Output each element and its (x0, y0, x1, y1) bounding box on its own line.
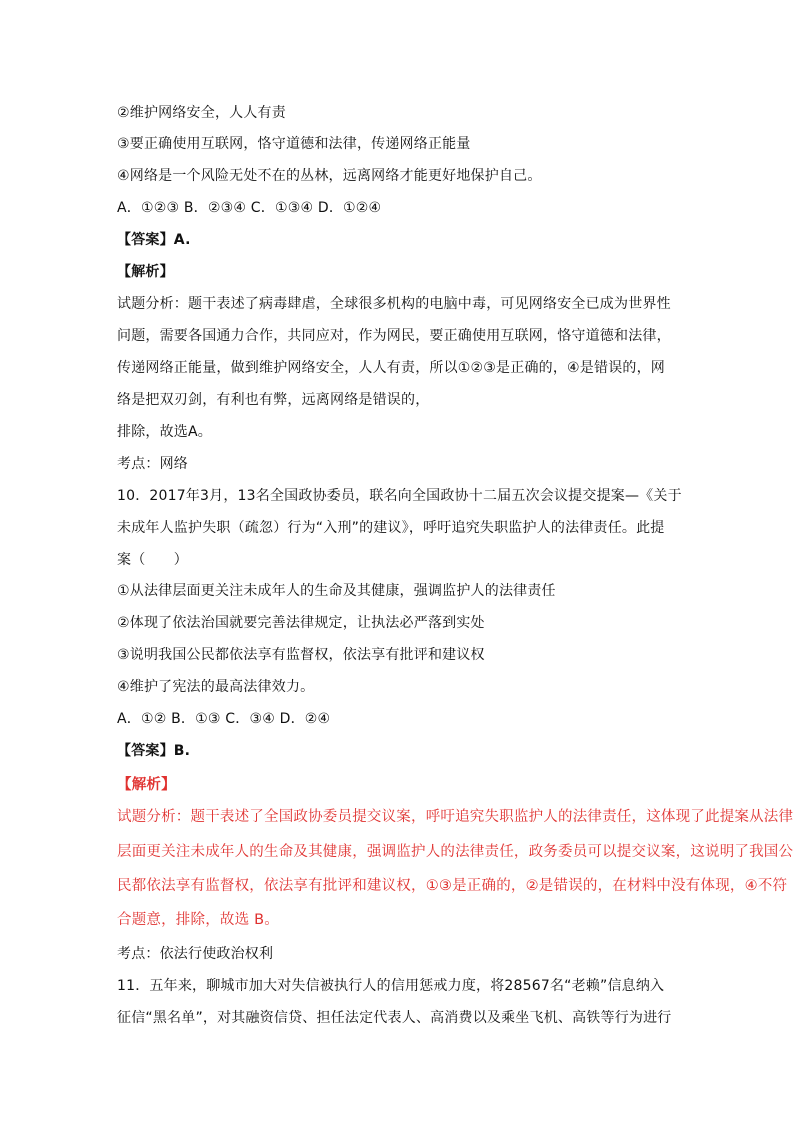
q9-analysis-line-4: 络是把双刃剑，有利也有弊，远离网络是错误的， (117, 392, 430, 408)
q9-analysis-line-2: 问题，需要各国通力合作，共同应对，作为网民，要正确使用互联网，恪守道德和法律， (117, 328, 671, 344)
q10-topic: 考点：依法行使政治权利 (117, 946, 274, 962)
q10-option-2: ②体现了依法治国就要完善法律规定，让执法必严落到实处 (117, 615, 485, 631)
q9-option-4: ④网络是一个风险无处不在的丛林，远离网络才能更好地保护自己。 (117, 168, 542, 184)
q11-stem-line-2: 征信“黑名单”，对其融资信贷、担任法定代表人、高消费以及乘坐飞机、高铁等行为进行 (117, 1010, 672, 1026)
q10-stem-line-3: 案（ ） (117, 552, 188, 568)
q9-option-3: ③要正确使用互联网，恪守道德和法律，传递网络正能量 (117, 136, 471, 152)
q9-analysis-heading: 【解析】 (117, 264, 174, 280)
q10-analysis-heading: 【解析】 (117, 777, 176, 793)
q10-stem-line-2: 未成年人监护失职（疏忽）行为“入刑”的建议》，呼吁追究失职监护人的法律责任。此提 (117, 520, 665, 536)
q10-option-3: ③说明我国公民都依法享有监督权，依法享有批评和建议权 (117, 647, 485, 663)
q9-topic: 考点：网络 (117, 456, 188, 472)
q9-analysis-line-3: 传递网络正能量，做到维护网络安全，人人有责，所以①②③是正确的，④是错误的，网 (117, 360, 666, 376)
q10-stem-line-1: 10．2017年3月，13名全国政协委员，联名向全国政协十二届五次会议提交提案—《关于 (117, 488, 682, 504)
q10-choices: A．①② B．①③ C．③④ D．②④ (117, 711, 331, 727)
q9-option-2: ②维护网络安全，人人有责 (117, 105, 286, 121)
q10-analysis-line-2: 层面更关注未成年人的生命及其健康，强调监护人的法律责任，政务委员可以提交议案，这说明了我国公 (117, 844, 794, 860)
q10-option-1: ①从法律层面更关注未成年人的生命及其健康，强调监护人的法律责任 (117, 583, 556, 599)
q9-analysis-line-5: 排除，故选A。 (117, 424, 212, 440)
q10-option-4: ④维护了宪法的最高法律效力。 (117, 679, 315, 695)
q10-analysis-line-3: 民都依法享有监督权，依法享有批评和建议权，①③是正确的，②是错误的，在材料中没有体现，④不符 (117, 878, 788, 894)
q10-analysis-line-1: 试题分析：题干表述了全国政协委员提交议案，呼吁追究失职监护人的法律责任，这体现了此提案从法律 (117, 809, 794, 825)
q10-analysis-line-4: 合题意，排除，故选 B。 (117, 912, 279, 928)
q9-analysis-line-1: 试题分析：题干表述了病毒肆虐，全球很多机构的电脑中毒，可见网络安全已成为世界性 (117, 296, 671, 312)
q9-answer: 【答案】A. (117, 232, 191, 248)
q9-choices: A．①②③ B．②③④ C．①③④ D．①②④ (117, 200, 382, 216)
q11-stem-line-1: 11．五年来，聊城市加大对失信被执行人的信用惩戒力度，将28567名“老赖”信息纳入 (117, 978, 665, 994)
q10-answer: 【答案】B. (117, 743, 191, 759)
